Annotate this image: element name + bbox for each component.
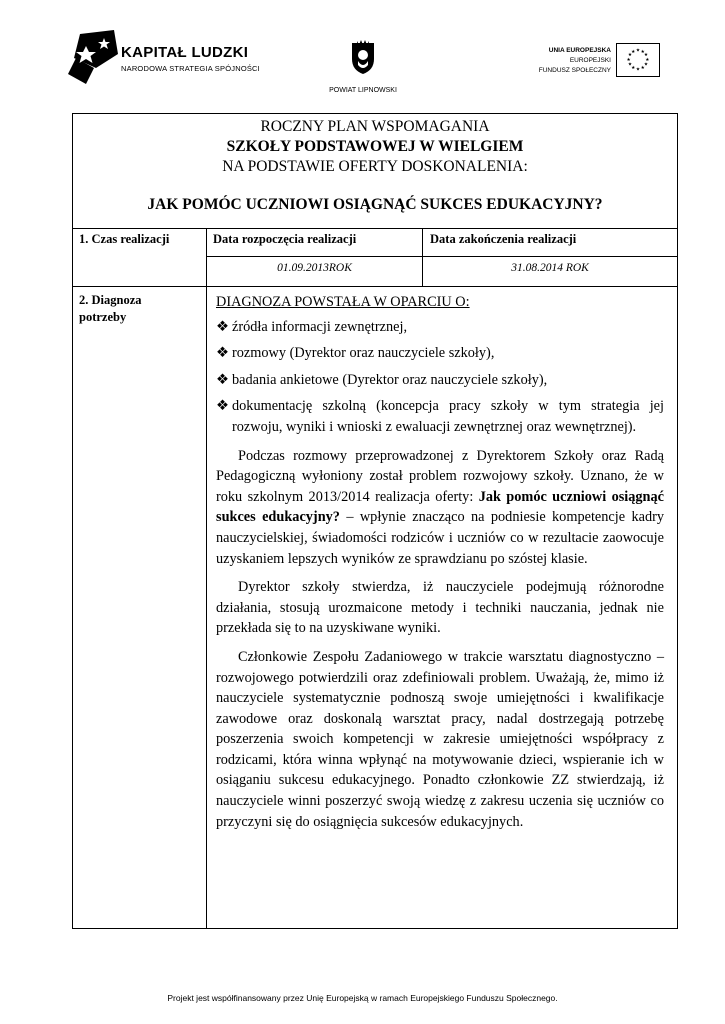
powiat-crest-icon	[350, 39, 376, 75]
svg-text:★: ★	[631, 49, 636, 55]
czas-realizacji-label: 1. Czas realizacji	[79, 232, 170, 246]
powiat-label: POWIAT LIPNOWSKI	[329, 87, 397, 94]
eu-flag-icon	[616, 43, 660, 77]
svg-text:★: ★	[640, 65, 645, 71]
svg-text:★: ★	[645, 57, 650, 63]
row-divider	[73, 286, 677, 287]
title-line-2: SZKOŁY PODSTAWOWEJ W WIELGIEM	[226, 138, 524, 155]
paragraph-1: Podczas rozmowy przeprowadzonej z Dyrektorem Szkoły oraz Radą Pedagogiczną wyłoniony został problem rozwojowy szkoły. Uznano, że w roku szkolnym 2013/2014 realizacja oferty: Jak pomóc uczniowi osiągnąć sukces edukacyjny? – wpłynie znacząco na podniesie kompetencje kadry nauczycielskiej, świadomości rodziców i uczniów co w rezultacie zaowocuje uzyskaniem lepszych wyników ze sprawdzianu po szóstej klasie.	[216, 447, 664, 567]
row-divider	[73, 228, 677, 229]
diamond-bullet-icon: ❖	[216, 398, 229, 415]
page-footer: Projekt jest współfinansowany przez Unię Europejską w ramach Europejskiego Funduszu Społecznego.	[167, 993, 558, 1003]
svg-text:★: ★	[643, 53, 649, 59]
diamond-bullet-icon: ❖	[216, 345, 229, 362]
eu-line-1: UNIA EUROPEJSKA	[548, 47, 611, 54]
svg-text:★: ★	[635, 67, 641, 73]
diagnoza-content	[216, 292, 664, 832]
svg-text:★: ★	[631, 65, 636, 71]
end-date-value: 31.08.2014 ROK	[511, 262, 589, 274]
diamond-bullet-icon: ❖	[216, 371, 229, 388]
svg-text:★: ★	[643, 62, 649, 68]
start-date-header: Data rozpoczęcia realizacji	[213, 232, 357, 246]
eu-line-3: FUNDUSZ SPOŁECZNY	[538, 67, 611, 74]
svg-text:★: ★	[627, 53, 633, 59]
diagnoza-intro: DIAGNOZA POWSTAŁA W OPARCIU O:	[216, 294, 470, 310]
svg-text:★: ★	[640, 49, 645, 55]
svg-text:★: ★	[635, 48, 641, 54]
title-line-3: NA PODSTAWIE OFERTY DOSKONALENIA:	[222, 158, 528, 175]
list-item: ❖ badania ankietowe (Dyrektor oraz nauczyciele szkoły),	[216, 370, 664, 391]
end-date-header: Data zakończenia realizacji	[430, 232, 577, 246]
svg-text:★: ★	[627, 62, 633, 68]
list-item: ❖ dokumentację szkolną (koncepcja pracy szkoły w tym strategia jej rozwoju, wyniki i wnioski z ewaluacji zewnętrznej oraz wewnętrznej).	[216, 398, 664, 435]
title-line-1: ROCZNY PLAN WSPOMAGANIA	[260, 118, 490, 135]
kapital-ludzki-subtitle: NARODOWA STRATEGIA SPÓJNOŚCI	[121, 64, 260, 73]
kapital-ludzki-title: KAPITAŁ LUDZKI	[121, 44, 249, 61]
paragraph-2: Dyrektor szkoły stwierdza, iż nauczyciele podejmują różnorodne działania, stosują urozmaicone metody i techniki nauczania, jednak nie przekłada się to na uzyskiwane wyniki.	[216, 579, 664, 637]
eu-line-2: EUROPEJSKI	[569, 57, 611, 64]
column-divider	[422, 228, 423, 286]
page-header	[0, 0, 725, 110]
column-divider	[206, 228, 207, 928]
kapital-ludzki-logo-icon	[66, 28, 120, 86]
svg-text:★: ★	[626, 57, 631, 63]
eu-text-block	[539, 46, 611, 76]
paragraph-3: Członkowie Zespołu Zadaniowego w trakcie warsztatu diagnostyczno – rozwojowego potwierdzili oraz zdefiniowali problem. Uważają, że, mimo iż nauczyciele systematycznie podnoszą swoje umiejętności i kwalifikacje zawodowe oraz doskonalą warsztat pracy, nadal dostrzegają potrzebę poszerzenia swoich kompetencji w zakresie umiejętności współpracy z rodzicami, która winna wpłynąć na motywowanie dzieci, wspieranie ich w osiąganiu sukcesu edukacyjnego. Ponadto członkowie ZZ stwierdzają, iż nauczyciele winni poszerzyć swoją wiedzę z zakresu uczenia się uczniów co przyczyni się do osiągnięcia sukcesów edukacyjnych.	[216, 648, 664, 830]
plan-table	[72, 113, 678, 929]
list-item: ❖ rozmowy (Dyrektor oraz nauczyciele szkoły),	[216, 343, 664, 364]
diamond-bullet-icon: ❖	[216, 318, 229, 335]
start-date-value: 01.09.2013ROK	[277, 262, 352, 274]
title-line-4: JAK POMÓC UCZNIOWI OSIĄGNĄĆ SUKCES EDUKACYJNY?	[147, 196, 603, 213]
diagnoza-label: 2. Diagnoza potrzeby	[79, 293, 142, 324]
row-divider	[206, 256, 677, 257]
list-item: ❖ źródła informacji zewnętrznej,	[216, 317, 664, 338]
